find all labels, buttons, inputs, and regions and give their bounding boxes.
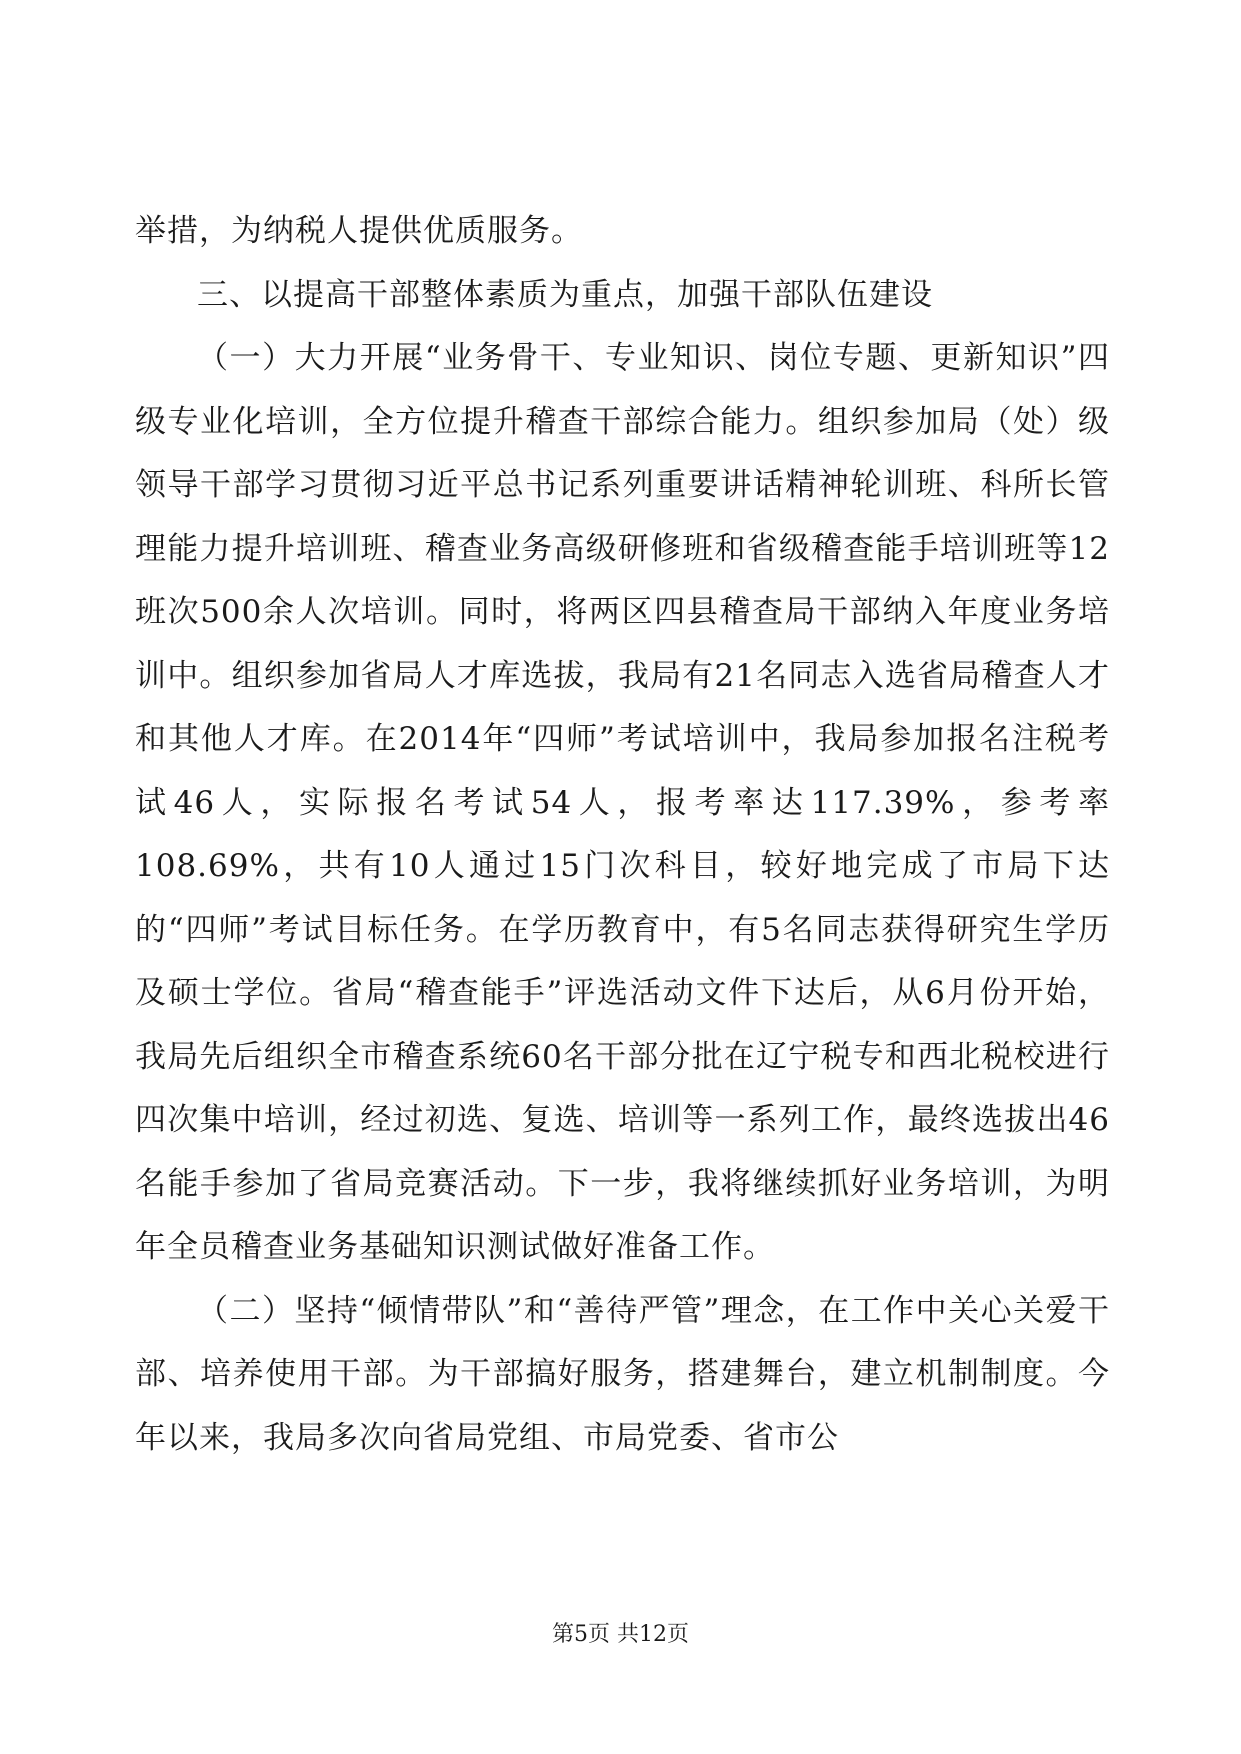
paragraph-training: （一）大力开展“业务骨干、专业知识、岗位专题、更新知识”四级专业化培训，全方位提升稽查干部综合能力。组织参加局（处）级领导干部学习贯彻习近平总书记系列重要讲话精神轮训班、科所长管理能力提升培训班、稽查业务高级研修班和省级稽查能手培训班等12班次500余人次培训。同时，将两区四县稽查局干部纳入年度业务培训中。组织参加省局人才库选拔，我局有21名同志入选省局稽查人才和其他人才库。在2014年“四师”考试培训中，我局参加报名注税考试46人，实际报名考试54人，报考率达117.39%，参考率108.69%，共有10人通过15门次科目，较好地完成了市局下达的“四师”考试目标任务。在学历教育中，有5名同志获得研究生学历及硕士学位。省局“稽查能手”评选活动文件下达后，从6月份开始，我局先后组织全市稽查系统60名干部分批在辽宁税专和西北税校进行四次集中培训，经过初选、复选、培训等一系列工作，最终选拔出46名能手参加了省局竞赛活动。下一步，我将继续抓好业务培训，为明年全员稽查业务基础知识测试做好准备工作。 (135, 340, 1110, 1265)
page-footer: 第5页 共12页 (552, 1622, 689, 1647)
document-body (135, 200, 1110, 1470)
section-heading: 三、以提高干部整体素质为重点，加强干部队伍建设 (197, 276, 933, 313)
paragraph-continuation: 举措，为纳税人提供优质服务。 (135, 213, 583, 249)
paragraph-care: （二）坚持“倾情带队”和“善待严管”理念，在工作中关心关爱干部、培养使用干部。为干部搞好服务，搭建舞台，建立机制制度。今年以来，我局多次向省局党组、市局党委、省市公 (135, 1292, 1110, 1456)
